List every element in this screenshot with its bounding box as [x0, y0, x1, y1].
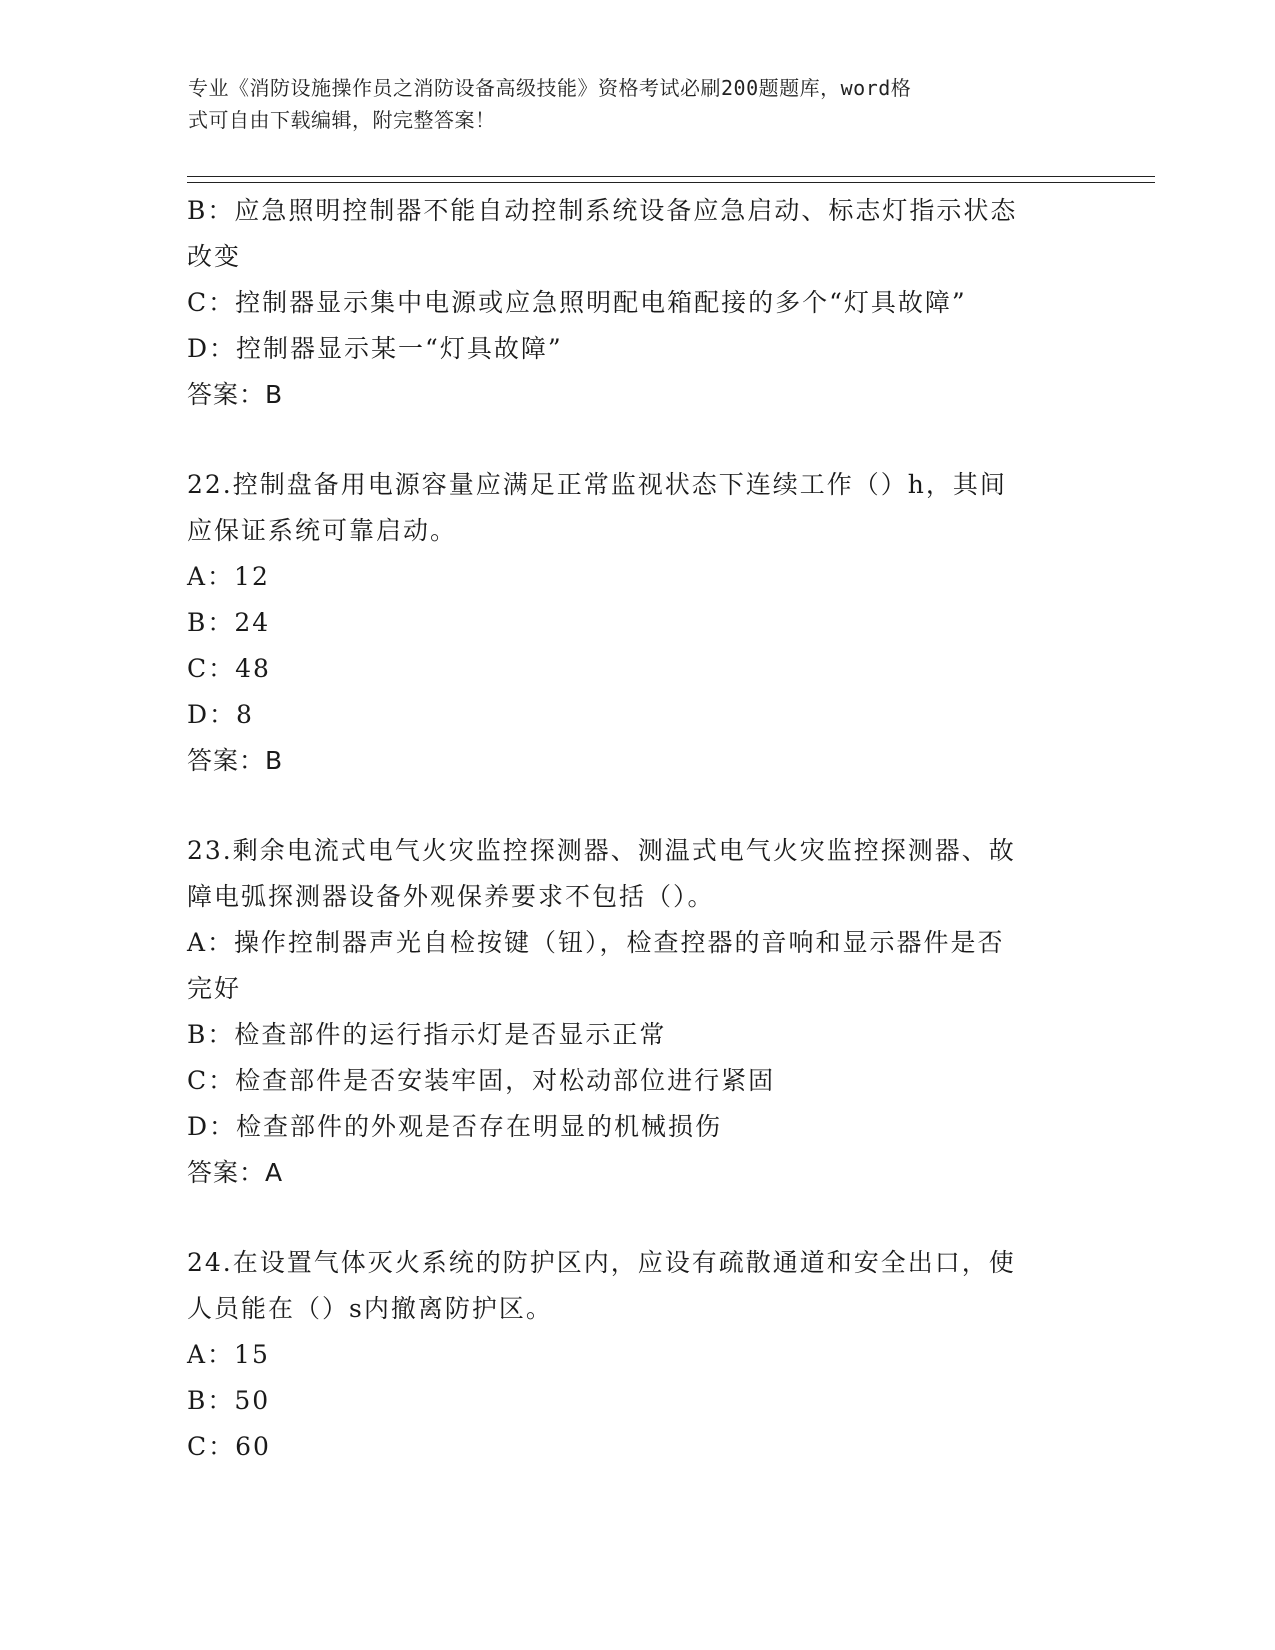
question-22 — [187, 462, 1087, 784]
option-c: C：控制器显示集中电源或应急照明配电箱配接的多个“灯具故障” — [187, 288, 967, 317]
spacer — [187, 418, 1087, 462]
header-divider-bottom — [187, 182, 1155, 183]
answer: 答案：B — [187, 746, 284, 775]
header-divider-top — [187, 176, 1155, 177]
option-a: A：12 — [187, 562, 270, 591]
option-c: C：60 — [187, 1432, 271, 1461]
question-stem-line-1: 24.在设置气体灭火系统的防护区内，应设有疏散通道和安全出口，使 — [187, 1248, 1016, 1277]
document-header — [188, 72, 1068, 136]
option-c: C：48 — [187, 654, 271, 683]
spacer — [187, 784, 1087, 828]
header-line-2: 式可自由下载编辑，附完整答案！ — [188, 108, 496, 132]
question-stem-line-1: 23.剩余电流式电气火灾监控探测器、测温式电气火灾监控探测器、故 — [187, 836, 1016, 865]
question-stem-line-1: 22.控制盘备用电源容量应满足正常监视状态下连续工作（）h，其间 — [187, 470, 1007, 499]
option-b-line-1: B：应急照明控制器不能自动控制系统设备应急启动、标志灯指示状态 — [187, 196, 1018, 225]
option-b: B：50 — [187, 1386, 271, 1415]
question-24 — [187, 1240, 1087, 1470]
option-d: D：控制器显示某一“灯具故障” — [187, 334, 563, 363]
answer: 答案：A — [187, 1158, 284, 1187]
option-b: B：检查部件的运行指示灯是否显示正常 — [187, 1020, 667, 1049]
question-stem-line-2: 人员能在（）s内撤离防护区。 — [187, 1294, 553, 1323]
document-body — [187, 188, 1087, 1470]
option-b: B：24 — [187, 608, 271, 637]
option-a-line-2: 完好 — [187, 974, 242, 1003]
header-line-1: 专业《消防设施操作员之消防设备高级技能》资格考试必刷200题题库，word格 — [188, 76, 912, 100]
question-stem-line-2: 应保证系统可靠启动。 — [187, 516, 458, 545]
option-d: D：检查部件的外观是否存在明显的机械损伤 — [187, 1112, 723, 1141]
answer: 答案：B — [187, 380, 284, 409]
option-c: C：检查部件是否安装牢固，对松动部位进行紧固 — [187, 1066, 776, 1095]
option-a: A：15 — [187, 1340, 270, 1369]
spacer — [187, 1196, 1087, 1240]
question-21-continued — [187, 188, 1087, 418]
option-b-line-2: 改变 — [187, 242, 242, 271]
option-d: D：8 — [187, 700, 254, 729]
option-a-line-1: A：操作控制器声光自检按键（钮），检查控器的音响和显示器件是否 — [187, 928, 1005, 957]
question-stem-line-2: 障电弧探测器设备外观保养要求不包括（）。 — [187, 882, 715, 911]
question-23 — [187, 828, 1087, 1196]
